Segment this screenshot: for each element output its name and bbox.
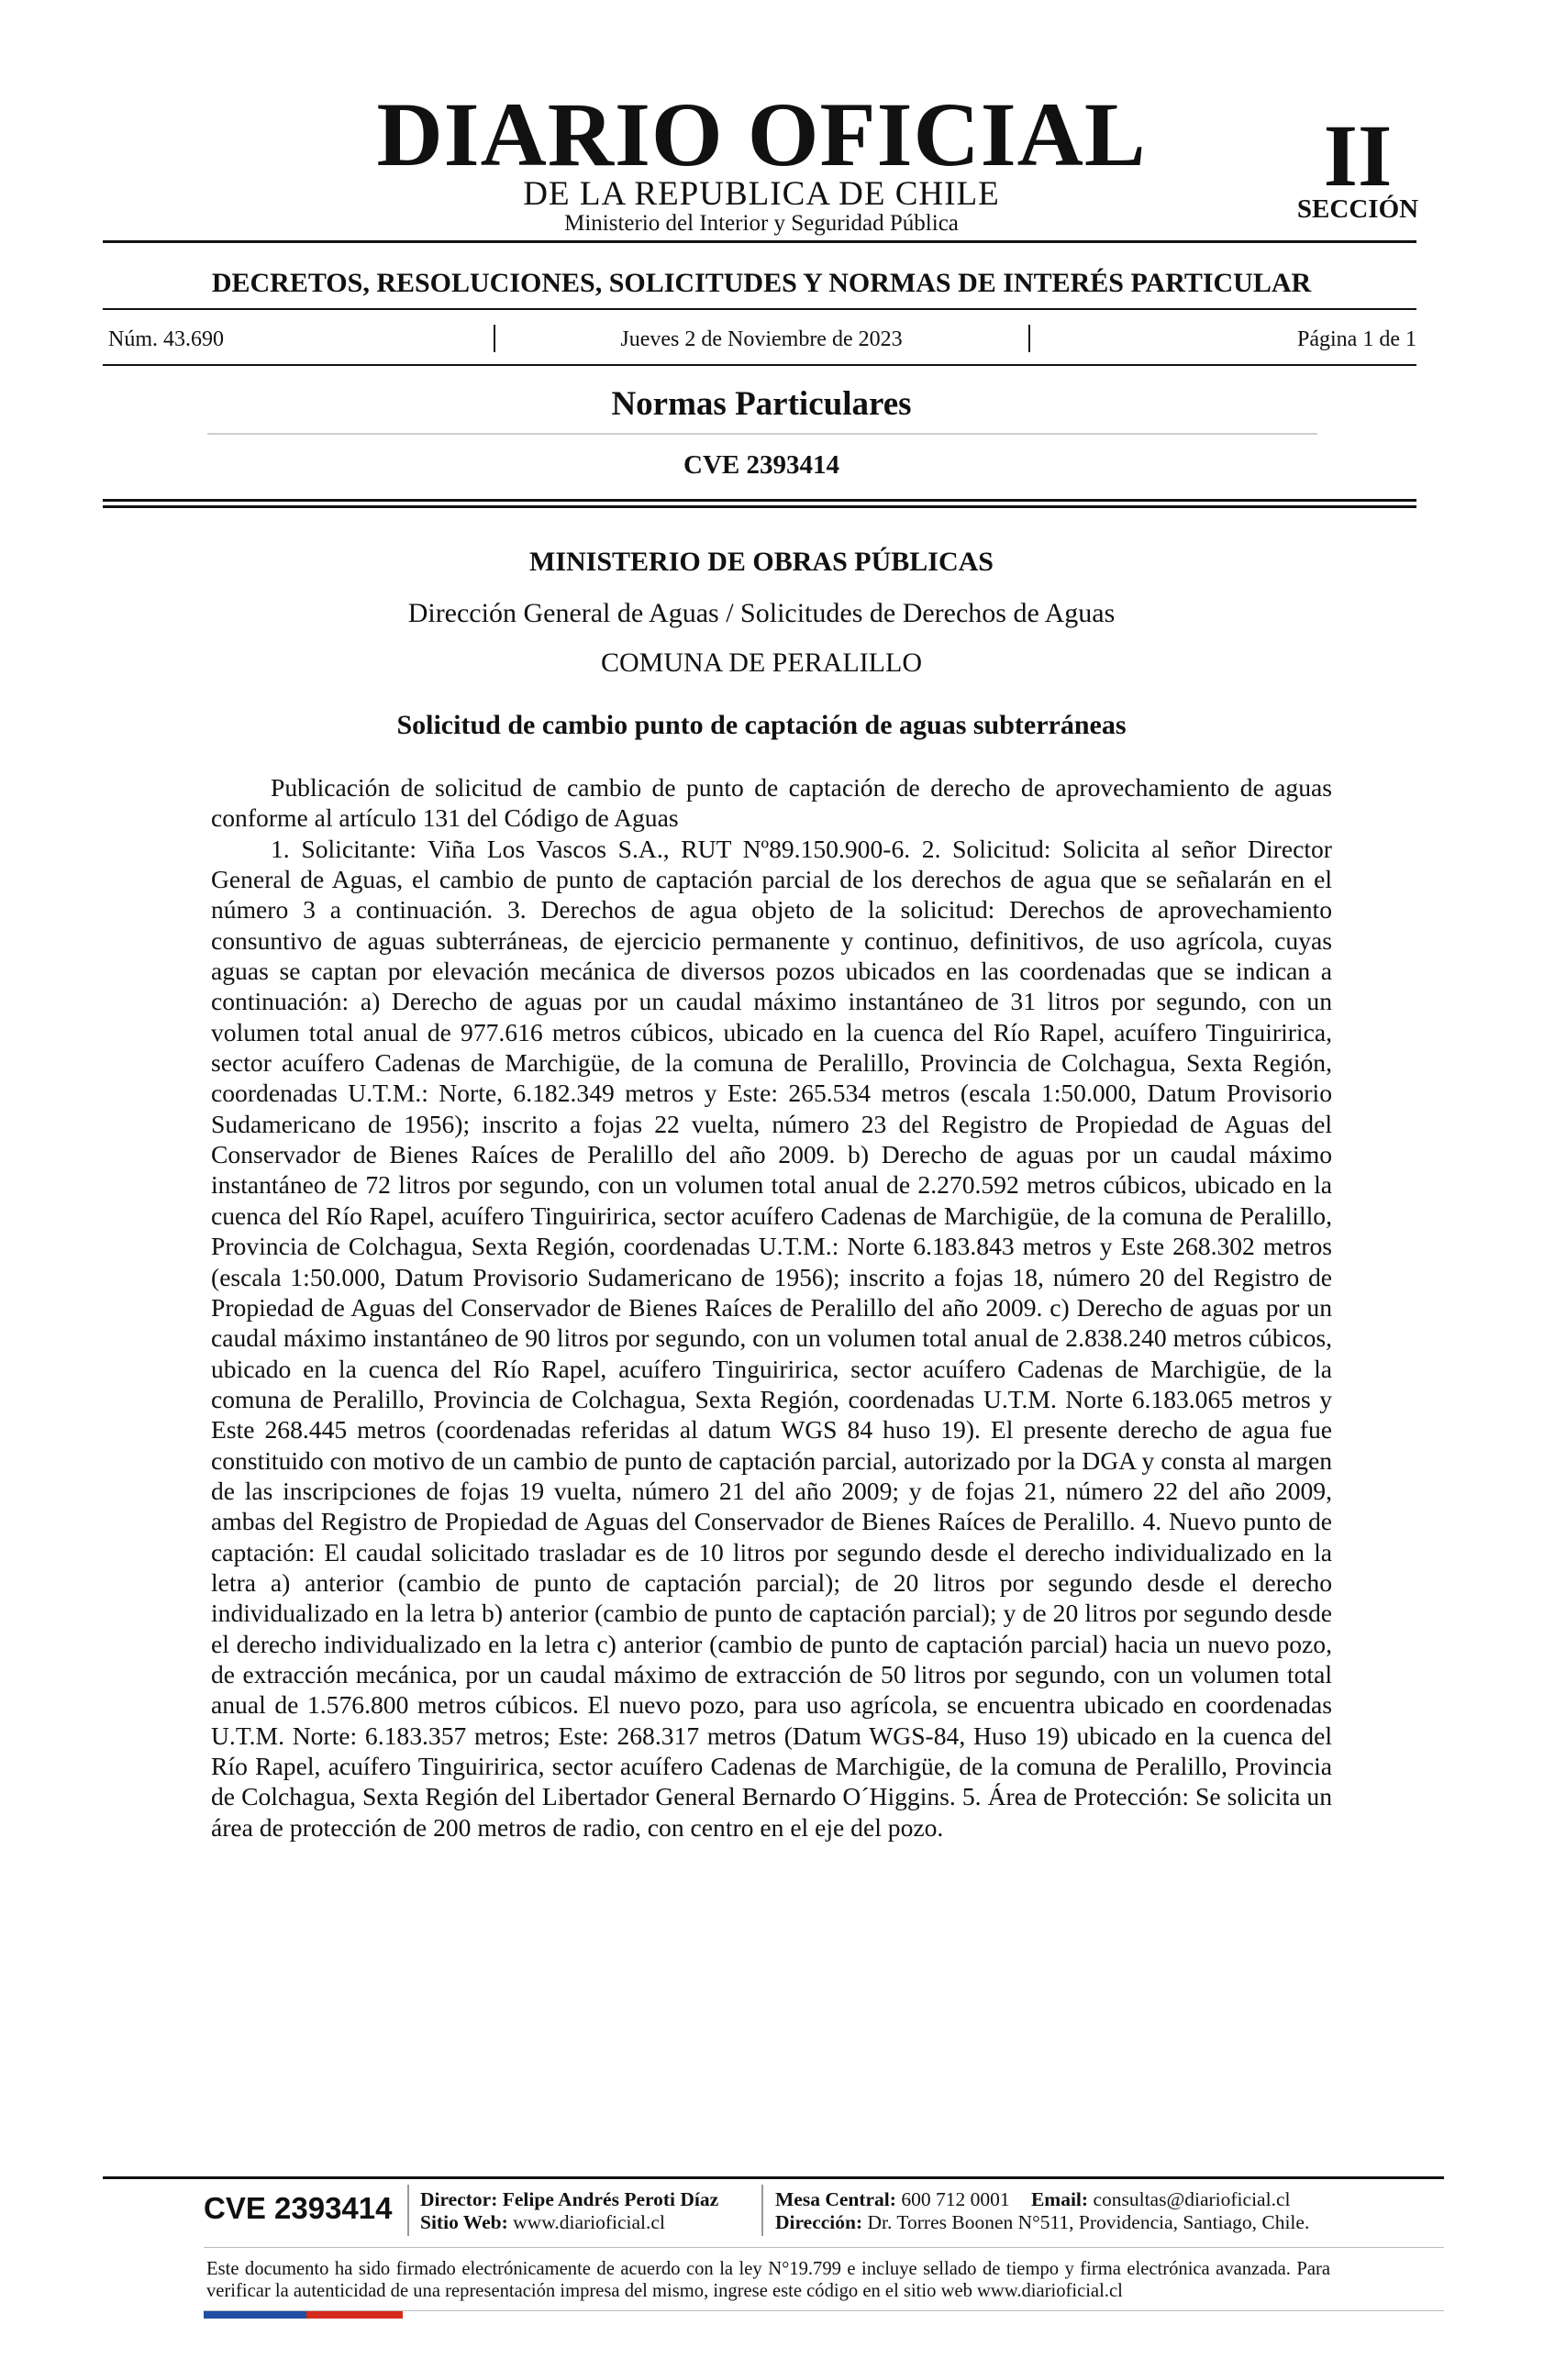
issue-date: Jueves 2 de Noviembre de 2023 <box>620 327 903 351</box>
footer-website-link[interactable]: www.diarioficial.cl <box>513 2211 665 2233</box>
notice-ministry: MINISTERIO DE OBRAS PÚBLICAS <box>529 547 994 577</box>
cve-rule-bottom <box>103 505 1416 508</box>
band-title: DECRETOS, RESOLUCIONES, SOLICITUDES Y NORMAS DE INTERÉS PARTICULAR <box>211 268 1312 298</box>
notice-paragraph-intro: Publicación de solicitud de cambio de punto de captación de derecho de aprovechamiento de aguas conforme al artículo 131 del Código de Aguas <box>211 773 1332 833</box>
footer-legal-notice: Este documento ha sido firmado electrónicamente de acuerdo con la ley N°19.799 e incluye sellado de tiempo y firma electrónica avanzada. Para verificar la autenticidad de una representación impresa del mismo, ingrese este código en el sitio web www.diarioficial.cl <box>206 2259 1330 2301</box>
footer-director-name: Felipe Andrés Peroti Díaz <box>502 2188 719 2210</box>
footer-email-link[interactable]: consultas@diarioficial.cl <box>1093 2188 1291 2210</box>
notice-comuna: COMUNA DE PERALILLO <box>601 648 922 678</box>
footer-divider <box>407 2185 409 2236</box>
footer-cve: CVE 2393414 <box>204 2191 393 2225</box>
masthead-ministry: Ministerio del Interior y Seguridad Pública <box>564 211 959 236</box>
band-rule-top <box>103 308 1416 310</box>
notice-direccion: Dirección General de Aguas / Solicitudes de Derechos de Aguas <box>407 598 1116 628</box>
footer-address-value: Dr. Torres Boonen N°511, Providencia, Santiago, Chile. <box>867 2211 1310 2233</box>
notice-body <box>211 772 1332 1843</box>
page-indicator: Página 1 de 1 <box>1297 327 1416 351</box>
cve-rule-top <box>103 499 1416 502</box>
footer-director <box>420 2188 718 2211</box>
footer-contact <box>775 2188 1290 2211</box>
footer-legal-rule <box>204 2247 1444 2248</box>
footer-mesa-label: Mesa Central: <box>775 2188 896 2210</box>
section-number: II <box>1323 106 1393 205</box>
meta-separator <box>494 325 495 352</box>
footer-mesa-phone: 600 712 0001 <box>901 2188 1010 2210</box>
footer-rule <box>103 2176 1444 2179</box>
flag-stripe-blue <box>204 2311 306 2319</box>
footer-address-label: Dirección: <box>775 2211 863 2233</box>
section-word: SECCIÓN <box>1296 194 1419 224</box>
flag-stripe-red <box>306 2311 403 2319</box>
notice-paragraph-main: 1. Solicitante: Viña Los Vascos S.A., RUT Nº89.150.900-6. 2. Solicitud: Solicita al señor Director General de Aguas, el cambio de punto de captación parcial de los derechos de agua que se señalarán en el número 3 a continuación. 3. Derechos de agua objeto de la solicitud: Derechos de aprovechamiento consuntivo de aguas subterráneas, de ejercicio permanente y continuo, definitivos, de uso agrícola, cuyas aguas se captan por elevación mecánica de diversos pozos ubicados en las coordenadas que se indican a continuación: a) Derecho de aguas por un caudal máximo instantáneo de 31 litros por segundo, con un volumen total anual de 977.616 metros cúbicos, ubicado en la cuenca del Río Rapel, acuífero Tinguiririca, sector acuífero Cadenas de Marchigüe, de la comuna de Peralillo, Provincia de Colchagua, Sexta Región, coordenadas U.T.M.: Norte, 6.182.349 metros y Este: 265.534 metros (escala 1:50.000, Datum Provisorio Sudamericano de 1956); inscrito a fojas 22 vuelta, número 23 del Registro de Propiedad de Aguas del Conservador de Bienes Raíces de Peralillo del año 2009. b) Derecho de aguas por un caudal máximo instantáneo de 72 litros por segundo, con un volumen total anual de 2.270.592 metros cúbicos, ubicado en la cuenca del Río Rapel, acuífero Tinguiririca, sector acuífero Cadenas de Marchigüe, de la comuna de Peralillo, Provincia de Colchagua, Sexta Región, coordenadas U.T.M.: Norte 6.183.843 metros y Este 268.302 metros (escala 1:50.000, Datum Provisorio Sudamericano de 1956); inscrito a fojas 18, número 20 del Registro de Propiedad de Aguas del Conservador de Bienes Raíces de Peralillo del año 2009. c) Derecho de aguas por un caudal máximo instantáneo de 90 litros por segundo, con un volumen total anual de 2.838.240 metros cúbicos, ubicado en la cuenca del Río Rapel, acuífero Tinguiririca, sector acuífero Cadenas de Marchigüe, de la comuna de Peralillo, Provincia de Colchagua, Sexta Región, coordenadas U.T.M. Norte 6.183.065 metros y Este 268.445 metros (coordenadas referidas al datum WGS 84 huso 19). El presente derecho de agua fue constituido con motivo de un cambio de punto de captación parcial, autorizado por la DGA y consta al margen de las inscripciones de fojas 19 vuelta, número 21 del año 2009; y de fojas 21, número 22 del año 2009, ambas del Registro de Propiedad de Aguas del Conservador de Bienes Raíces de Peralillo. 4. Nuevo punto de captación: El caudal solicitado trasladar es de 10 litros por segundo desde el derecho individualizado en la letra a) anterior (cambio de punto de captación parcial); de 20 litros por segundo desde el derecho individualizado en la letra b) anterior (cambio de punto de captación parcial); y de 20 litros por segundo desde el derecho individualizado en la letra c) anterior (cambio de punto de captación parcial) hacia un nuevo pozo, de extracción mecánica, por un caudal máximo de extracción de 50 litros por segundo, con un volumen total anual de 1.576.800 metros cúbicos. El nuevo pozo, para uso agrícola, se encuentra ubicado en coordenadas U.T.M. Norte: 6.183.357 metros; Este: 268.317 metros (Datum WGS-84, Huso 19) ubicado en la cuenca del Río Rapel, acuífero Tinguiririca, sector acuífero Cadenas de Marchigüe, de la comuna de Peralillo, Provincia de Colchagua, Sexta Región del Libertador General Bernardo O´Higgins. 5. Área de Protección: Se solicita un área de protección de 200 metros de radio, con centro en el eje del pozo. <box>211 834 1332 1842</box>
footer-website-label: Sitio Web: <box>420 2211 508 2233</box>
footer-website <box>420 2211 665 2234</box>
issue-number: Núm. 43.690 <box>108 327 224 351</box>
footer-director-label: Director: <box>420 2188 498 2210</box>
masthead-rule <box>103 240 1416 243</box>
masthead-subtitle: DE LA REPUBLICA DE CHILE <box>523 175 1000 213</box>
footer-address <box>775 2211 1309 2234</box>
notice-title: Solicitud de cambio punto de captación de aguas subterráneas <box>396 710 1127 740</box>
meta-separator <box>1028 325 1030 352</box>
section-title-underline <box>207 433 1317 435</box>
meta-rule <box>103 364 1416 366</box>
footer-email-label: Email: <box>1030 2188 1089 2210</box>
cve-code: CVE 2393414 <box>683 450 839 480</box>
footer-divider <box>761 2185 763 2236</box>
masthead-title: DIARIO OFICIAL <box>376 83 1147 185</box>
section-title: Normas Particulares <box>611 385 912 423</box>
